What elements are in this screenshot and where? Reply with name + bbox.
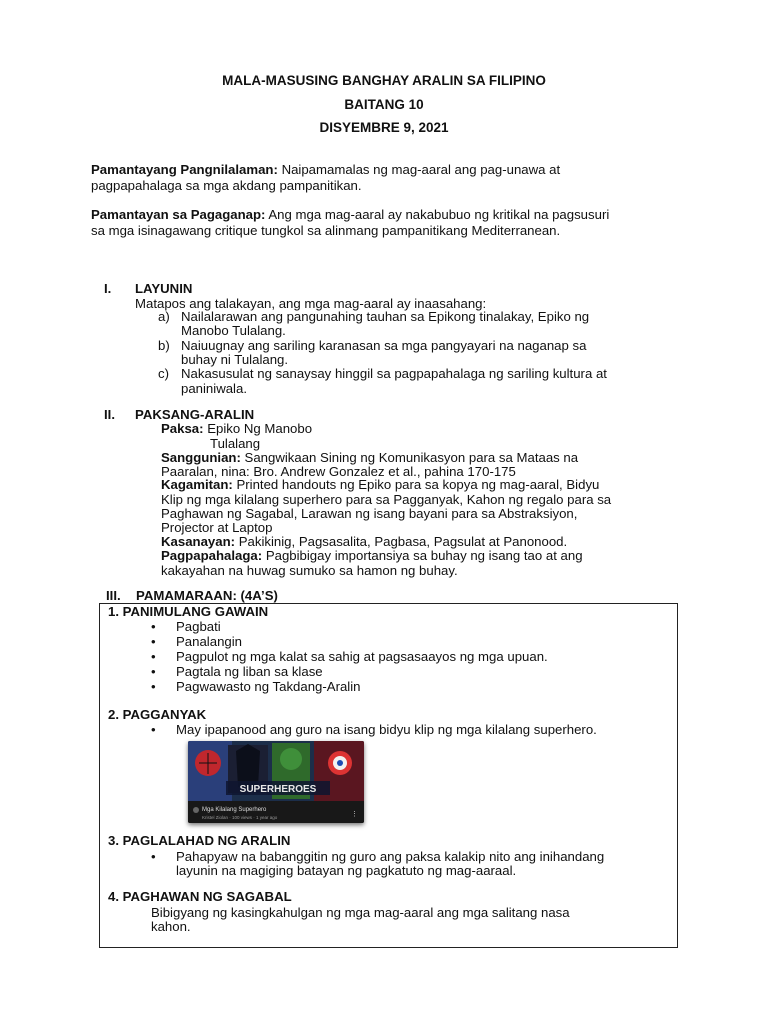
procedure-box: [99, 603, 678, 948]
kagamitan-line2: Klip ng mga kilalang superhero para sa Pagganyak, Kahon ng regalo para sa: [161, 492, 612, 507]
paghawan-title: 4. PAGHAWAN NG SAGABAL: [108, 889, 292, 904]
section1-intro: Matapos ang talakayan, ang mga mag-aaral ay inaasahang:: [135, 296, 487, 311]
objective-a-line1: Nailalarawan ang pangunahing tauhan sa Epikong tinalakay, Epiko ng: [181, 309, 590, 324]
list-item: Pagpulot ng mga kalat sa sahig at pagsasaayos ng mga upuan.: [176, 649, 548, 664]
bullet-dot-icon: •: [151, 722, 156, 737]
content-standard-line1: Naipamamalas ng mag-aaral ang pag-unawa at: [281, 162, 561, 177]
performance-standard-line1: Ang mga mag-aaral ay nakabubuo ng kritikal na pagsusuri: [268, 207, 610, 222]
kagamitan-line4: Projector at Laptop: [161, 520, 273, 535]
performance-standard-line2: sa mga isinagawang critique tungkol sa alinmang pampanitikang Mediterranean.: [91, 223, 561, 238]
paglalahad-line2: layunin na magiging batayan ng pagkatuto ng mag-aaraal.: [176, 863, 517, 878]
paksa-line2: Tulalang: [210, 436, 261, 451]
bullet-dot-icon: •: [151, 664, 156, 679]
objective-a-line2: Manobo Tulalang.: [181, 323, 286, 338]
paksa: [161, 421, 312, 437]
kagamitan-line3: Paghawan ng Sagabal, Larawan ng isang bayani para sa Abstraksiyon,: [161, 506, 578, 521]
performance-standard-label: Pamantayan sa Pagaganap:: [91, 207, 266, 222]
bullet-dot-icon: •: [151, 619, 156, 634]
panimulang-gawain-title: 1. PANIMULANG GAWAIN: [108, 604, 269, 619]
section1-title: LAYUNIN: [135, 281, 193, 296]
objective-c-letter: c): [158, 366, 169, 381]
sanggunian-line1: Sangwikaan Sining ng Komunikasyon para sa Mataas na: [244, 450, 579, 465]
list-item: Pagwawasto ng Takdang-Aralin: [176, 679, 361, 694]
objective-c-line1: Nakasusulat ng sanaysay hinggil sa pagpapahalaga ng sariling kultura at: [181, 366, 607, 381]
list-item: Pagtala ng liban sa klase: [176, 664, 323, 679]
more-vert-icon[interactable]: ⋮: [351, 811, 358, 818]
content-standard-line2: pagpapahalaga sa mga akdang pampanitikan.: [91, 178, 362, 193]
bullet-dot-icon: •: [151, 679, 156, 694]
grade-level: BAITANG 10: [344, 97, 424, 112]
pagpapahalaga-line1: Pagbibigay importansiya sa buhay ng isang tao at ang: [265, 548, 583, 563]
section2-title: PAKSANG-ARALIN: [135, 407, 255, 422]
kagamitan-line1-row: [161, 477, 678, 493]
kagamitan-line1: Printed handouts ng Epiko para sa kopya ng mag-aaral, Bidyu: [236, 477, 600, 492]
list-item: Panalangin: [176, 634, 242, 649]
document-title: MALA-MASUSING BANGHAY ARALIN SA FILIPINO: [222, 73, 546, 88]
objective-c-line2: paniniwala.: [181, 381, 247, 396]
objective-b-letter: b): [158, 338, 170, 353]
bullet-dot-icon: •: [151, 634, 156, 649]
paglalahad-title: 3. PAGLALAHAD NG ARALIN: [108, 833, 291, 848]
bullet-dot-icon: •: [151, 849, 156, 864]
paghawan-line1: Bibigyang ng kasingkahulgan ng mga mag-aaral ang mga salitang nasa: [151, 905, 570, 920]
section3-title: PAMAMARAAN: (4A’S): [136, 588, 278, 603]
paglalahad-line1: Pahapyaw na babanggitin ng guro ang paksa kalakip nito ang inihandang: [176, 849, 605, 864]
superhero-video-thumbnail[interactable]: [188, 741, 364, 823]
section1-number: I.: [104, 281, 112, 296]
bullet-dot-icon: •: [151, 649, 156, 664]
content-standard: [91, 162, 678, 194]
pagpapahalaga-label: Pagpapahalaga:: [161, 548, 263, 563]
paghawan-line2: kahon.: [151, 919, 191, 934]
section3-number: III.: [106, 588, 121, 603]
list-item: May ipapanood ang guro na isang bidyu klip ng mga kilalang superhero.: [176, 722, 597, 737]
kasanayan-text: Pakikinig, Pagsasalita, Pagbasa, Pagsulat at Panonood.: [238, 534, 568, 549]
content-standard-label: Pamantayang Pangnilalaman:: [91, 162, 278, 177]
pagpapahalaga-line2: kakayahan na huwag sumuko sa hamon ng buhay.: [161, 563, 458, 578]
kagamitan-label: Kagamitan:: [161, 477, 233, 492]
objective-b-line1: Naiuugnay ang sariling karanasan sa mga pangyayari na naganap sa: [181, 338, 587, 353]
kasanayan-label: Kasanayan:: [161, 534, 236, 549]
sanggunian-label: Sanggunian:: [161, 450, 241, 465]
pagpapahalaga-line1-row: [161, 548, 678, 564]
sanggunian-line2: Paaralan, nina: Bro. Andrew Gonzalez et al., pahina 170-175: [161, 464, 516, 479]
pagganyak-title: 2. PAGGANYAK: [108, 707, 207, 722]
lesson-date: DISYEMBRE 9, 2021: [319, 120, 449, 135]
objective-b-line2: buhay ni Tulalang.: [181, 352, 289, 367]
video-logo: SUPERHEROES: [239, 784, 317, 795]
video-meta: Kristel Ziolan · 100 views · 1 year ago: [202, 815, 278, 820]
objective-a-letter: a): [158, 309, 170, 324]
channel-avatar: [193, 807, 199, 813]
video-caption: Mga Kilalang Superhero: [202, 807, 267, 813]
section2-number: II.: [104, 407, 115, 422]
performance-standard: [91, 207, 678, 239]
paksa-line1: Epiko Ng Manobo: [207, 421, 313, 436]
paksa-label: Paksa:: [161, 421, 204, 436]
list-item: Pagbati: [176, 619, 221, 634]
